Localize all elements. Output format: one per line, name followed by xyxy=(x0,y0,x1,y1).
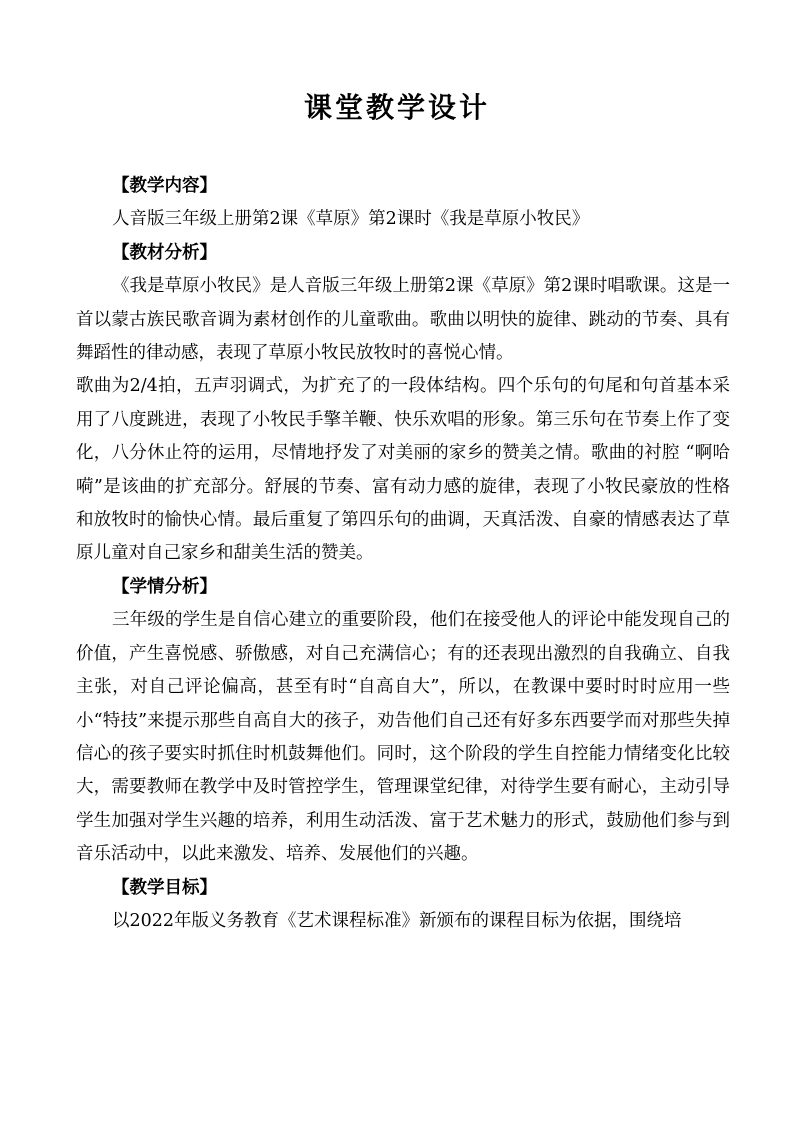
textbook-analysis-paragraph-1: 《我是草原小牧民》是人音版三年级上册第2课《草原》第2课时唱歌课。这是一首以蒙古族民歌音调为素材创作的儿童歌曲。歌曲以明快的旋律、跳动的节奏、具有舞蹈性的律动感，表现了草原小牧民放牧时的喜悦心情。 xyxy=(76,276,730,364)
student-analysis-paragraph: 三年级的学生是自信心建立的重要阶段，他们在接受他人的评论中能发现自己的价值，产生喜悦感、骄傲感，对自己充满信心；有的还表现出激烈的自我确立、自我主张，对自己评论偏高，甚至有时“自高自大”，所以，在教课中要时时时应用一些小“特技”来提示那些自高自大的孩子，劝告他们自己还有好多东西要学而对那些失掉信心的孩子要实时抓住时机鼓舞他们。同时，这个阶段的学生自控能力情绪变化比较大，需要教师在教学中及时管控学生，管理课堂纪律，对待学生要有耐心，主动引导学生加强对学生兴趣的培养，利用生动活泼、富于艺术魅力的形式，鼓励他们参与到音乐活动中，以此来激发、培养、发展他们的兴趣。 xyxy=(76,610,730,865)
page-title: 课堂教学设计 xyxy=(303,91,490,124)
teaching-content-paragraph: 人音版三年级上册第2课《草原》第2课时《我是草原小牧民》 xyxy=(112,209,590,230)
teaching-objectives-paragraph: 以2022年版义务教育《艺术课程标准》新颁布的课程目标为依据，围绕培 xyxy=(112,910,682,931)
section-heading-student-analysis: 【学情分析】 xyxy=(112,576,217,597)
section-heading-teaching-objectives: 【教学目标】 xyxy=(112,877,217,898)
textbook-analysis-paragraph-2: 歌曲为2/4拍，五声羽调式，为扩充了的一段体结构。四个乐句的句尾和句首基本采用了八度跳进，表现了小牧民手擎羊鞭、快乐欢唱的形象。第三乐句在节奏上作了变化，八分休止符的运用，尽情地抒发了对美丽的家乡的赞美之情。歌曲的衬腔 “啊哈嗬”是该曲的扩充部分。舒展的节奏、富有动力感的旋律，表现了小牧民豪放的性格和放牧时的愉快心情。最后重复了第四乐句的曲调，天真活泼、自豪的情感表达了草原儿童对自己家乡和甜美生活的赞美。 xyxy=(76,376,730,564)
section-heading-textbook-analysis: 【教材分析】 xyxy=(112,242,217,263)
section-heading-teaching-content: 【教学内容】 xyxy=(112,176,217,196)
document-body xyxy=(76,170,730,938)
